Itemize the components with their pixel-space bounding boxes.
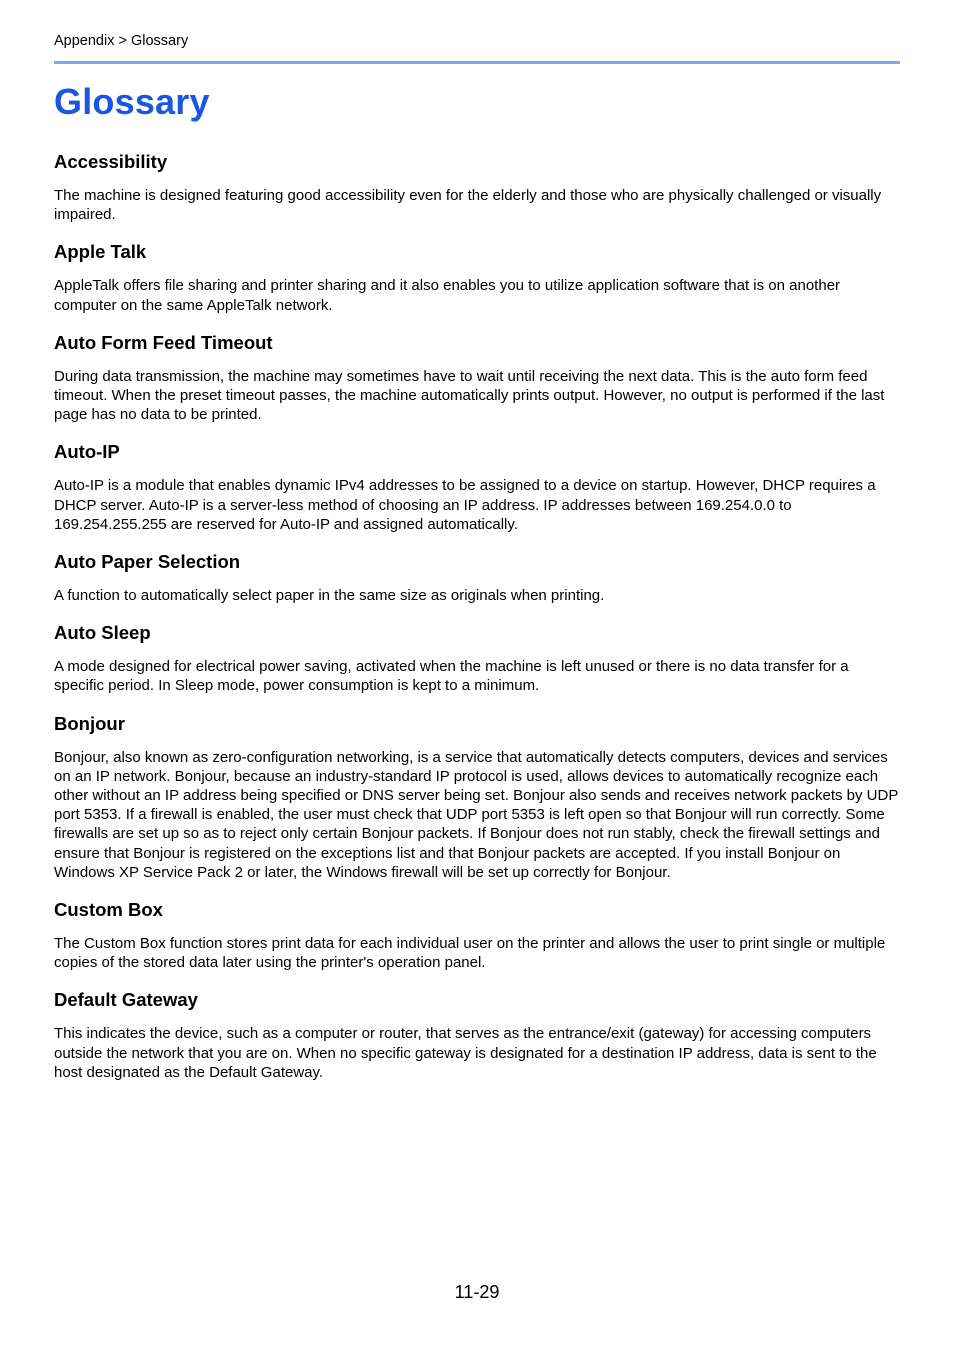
entry-term: Apple Talk	[54, 241, 147, 263]
entry-term: Auto-IP	[54, 441, 120, 463]
glossary-entry	[54, 898, 900, 972]
entry-definition: The Custom Box function stores print data for each individual user on the printer and allows the user to print single or multiple copies of the stored data later using the printer's operation panel.	[54, 935, 886, 972]
breadcrumb: Appendix > Glossary	[54, 33, 189, 49]
glossary-entry	[54, 988, 900, 1082]
entry-term: Auto Form Feed Timeout	[54, 331, 273, 353]
entry-term: Auto Sleep	[54, 622, 151, 644]
header-rule	[54, 61, 900, 64]
glossary-entry	[54, 550, 900, 605]
page-number: 11-29	[454, 1282, 500, 1302]
page-title: Glossary	[54, 81, 210, 122]
entry-term: Custom Box	[54, 899, 163, 921]
entry-definition: The machine is designed featuring good accessibility even for the elderly and those who are physically challenged or visually impaired.	[54, 187, 882, 224]
entry-definition: A mode designed for electrical power saving, activated when the machine is left unused or there is no data transfer for a specific period. In Sleep mode, power consumption is kept to a minimum.	[54, 658, 849, 695]
glossary-entry	[54, 331, 900, 425]
glossary-entry	[54, 240, 900, 314]
glossary-entry	[54, 621, 900, 695]
entry-term: Accessibility	[54, 151, 168, 172]
glossary-entry	[54, 440, 900, 534]
entry-definition: This indicates the device, such as a computer or router, that serves as the entrance/exit (gateway) for accessing computers outside the network that you are on. When no specific gateway is designated for a destination IP address, data is sent to the host designated as the Default Gateway.	[54, 1025, 877, 1081]
entry-definition: Auto-IP is a module that enables dynamic IPv4 addresses to be assigned to a device on startup. However, DHCP requires a DHCP server. Auto-IP is a server-less method of choosing an IP address. IP addresses between 169.254.0.0 to 169.254.255.255 are reserved for Auto-IP and assigned automatically.	[54, 477, 876, 533]
entry-term: Default Gateway	[54, 989, 198, 1011]
entry-definition: AppleTalk offers file sharing and printer sharing and it also enables you to utilize application software that is on another computer on the same AppleTalk network.	[54, 277, 841, 314]
entry-term: Bonjour	[54, 712, 125, 734]
entry-term: Auto Paper Selection	[54, 551, 241, 573]
glossary-entry	[54, 712, 900, 882]
glossary-entry	[54, 150, 900, 224]
glossary-entries	[54, 150, 900, 1098]
document-page	[54, 0, 900, 1350]
entry-definition: Bonjour, also known as zero-configuration networking, is a service that automatically detects computers, devices and services on an IP network. Bonjour, because an industry-standard IP protocol is used, allows devices to automatically recognize each other without an IP address being specified or DNS server being set. Bonjour also sends and receives network packets by UDP port 5353. If a firewall is enabled, the user must check that UDP port 5353 is left open so that Bonjour will run correctly. Some firewalls are set up so as to reject only certain Bonjour packets. If Bonjour does not run stably, check the firewall settings and ensure that Bonjour is registered on the exceptions list and that Bonjour packets are accepted. If you install Bonjour on Windows XP Service Pack 2 or later, the Windows firewall will be set up correctly for Bonjour.	[54, 748, 899, 881]
entry-definition: During data transmission, the machine may sometimes have to wait until receiving the next data. This is the auto form feed timeout. When the preset timeout passes, the machine automatically prints output. However, no output is performed if the last page has no data to be printed.	[54, 367, 885, 424]
entry-definition: A function to automatically select paper in the same size as originals when printing.	[54, 587, 605, 605]
